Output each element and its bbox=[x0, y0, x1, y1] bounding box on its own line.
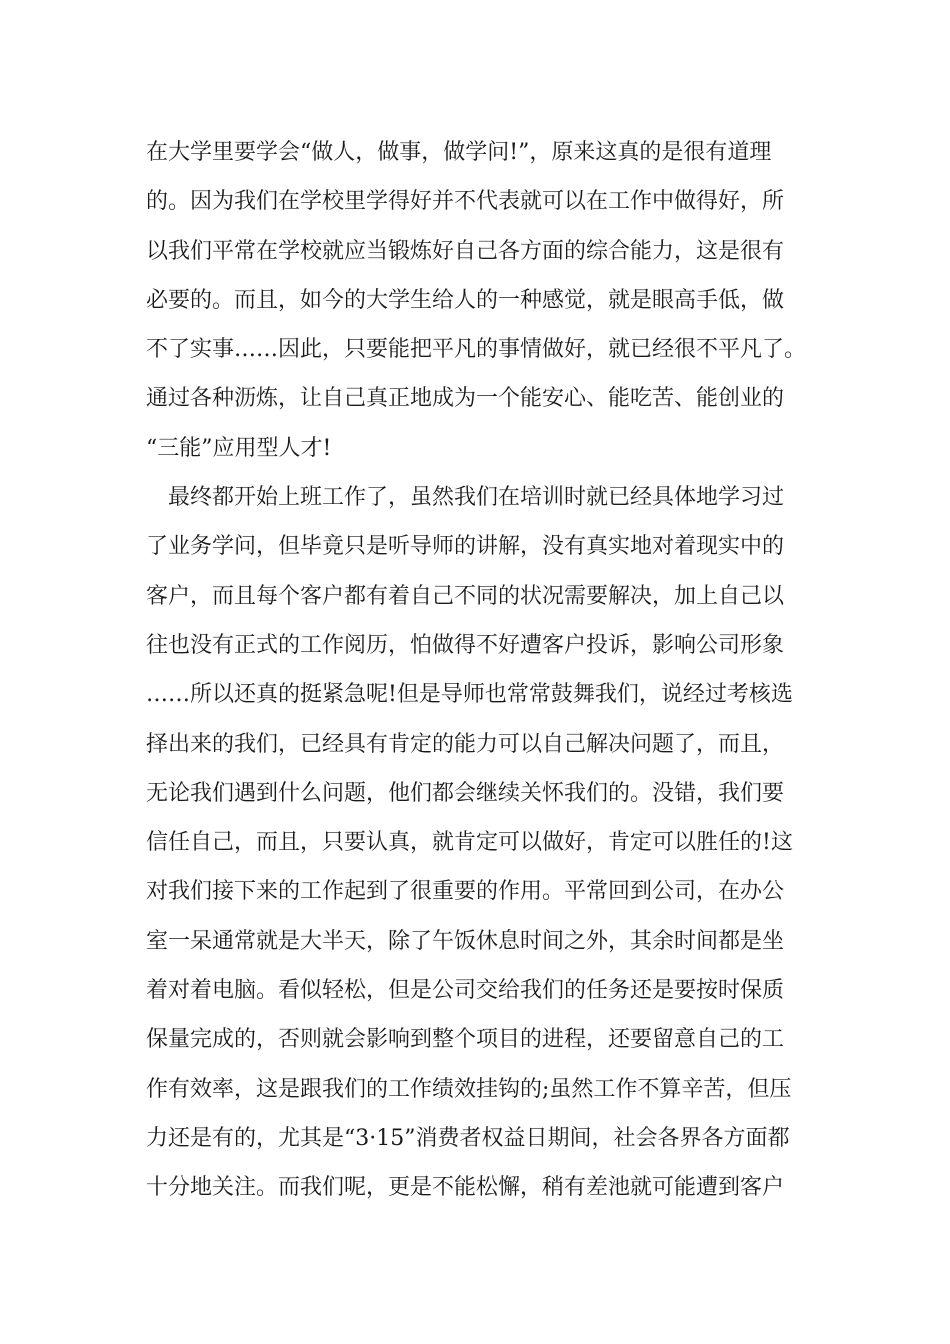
text-line: 作有效率，这是跟我们的工作绩效挂钩的;虽然工作不算辛苦，但压 bbox=[146, 1076, 792, 1102]
text-line: 对我们接下来的工作起到了很重要的作用。平常回到公司，在办公 bbox=[146, 879, 785, 905]
text-line: 择出来的我们，已经具有肯定的能力可以自己解决问题了，而且， bbox=[146, 731, 785, 757]
text-line: 了业务学问，但毕竟只是听导师的讲解，没有真实地对着现实中的 bbox=[146, 534, 785, 560]
text-line: 着对着电脑。看似轻松，但是公司交给我们的任务还是要按时保质 bbox=[146, 978, 785, 1004]
text-line: 以我们平常在学校就应当锻炼好自己各方面的综合能力，这是很有 bbox=[146, 238, 785, 264]
text-line: “三能”应用型人才! bbox=[146, 435, 332, 461]
text-line: 最终都开始上班工作了，虽然我们在培训时就已经具体地学习过 bbox=[168, 485, 785, 511]
text-line: 力还是有的，尤其是“3·15”消费者权益日期间，社会各界各方面都 bbox=[146, 1125, 790, 1151]
text-line: 的。因为我们在学校里学得好并不代表就可以在工作中做得好，所 bbox=[146, 189, 785, 215]
text-line: 必要的。而且，如今的大学生给人的一种感觉，就是眼高手低，做 bbox=[146, 287, 785, 313]
text-line: ……所以还真的挺紧急呢!但是导师也常常鼓舞我们，说经过考核选 bbox=[146, 682, 793, 708]
text-line: 室一呆通常就是大半天，除了午饭休息时间之外，其余时间都是坐 bbox=[146, 928, 785, 954]
text-line: 不了实事……因此，只要能把平凡的事情做好，就已经很不平凡了。 bbox=[146, 337, 807, 363]
text-line: 通过各种沥炼，让自己真正地成为一个能安心、能吃苦、能创业的 bbox=[146, 386, 785, 412]
text-line: 客户，而且每个客户都有着自己不同的状况需要解决，加上自己以 bbox=[146, 583, 785, 609]
text-line: 十分地关注。而我们呢，更是不能松懈，稍有差池就可能遭到客户 bbox=[146, 1175, 785, 1201]
body-text bbox=[146, 128, 826, 1213]
text-line: 无论我们遇到什么问题，他们都会继续关怀我们的。没错，我们要 bbox=[146, 780, 785, 806]
text-line: 信任自己，而且，只要认真，就肯定可以做好，肯定可以胜任的!这 bbox=[146, 830, 793, 856]
text-line: 往也没有正式的工作阅历，怕做得不好遭客户投诉，影响公司形象 bbox=[146, 632, 785, 658]
text-line: 在大学里要学会“做人，做事，做学问!”，原来这真的是很有道理 bbox=[146, 140, 772, 165]
text-line: 保量完成的，否则就会影响到整个项目的进程，还要留意自己的工 bbox=[146, 1027, 785, 1053]
